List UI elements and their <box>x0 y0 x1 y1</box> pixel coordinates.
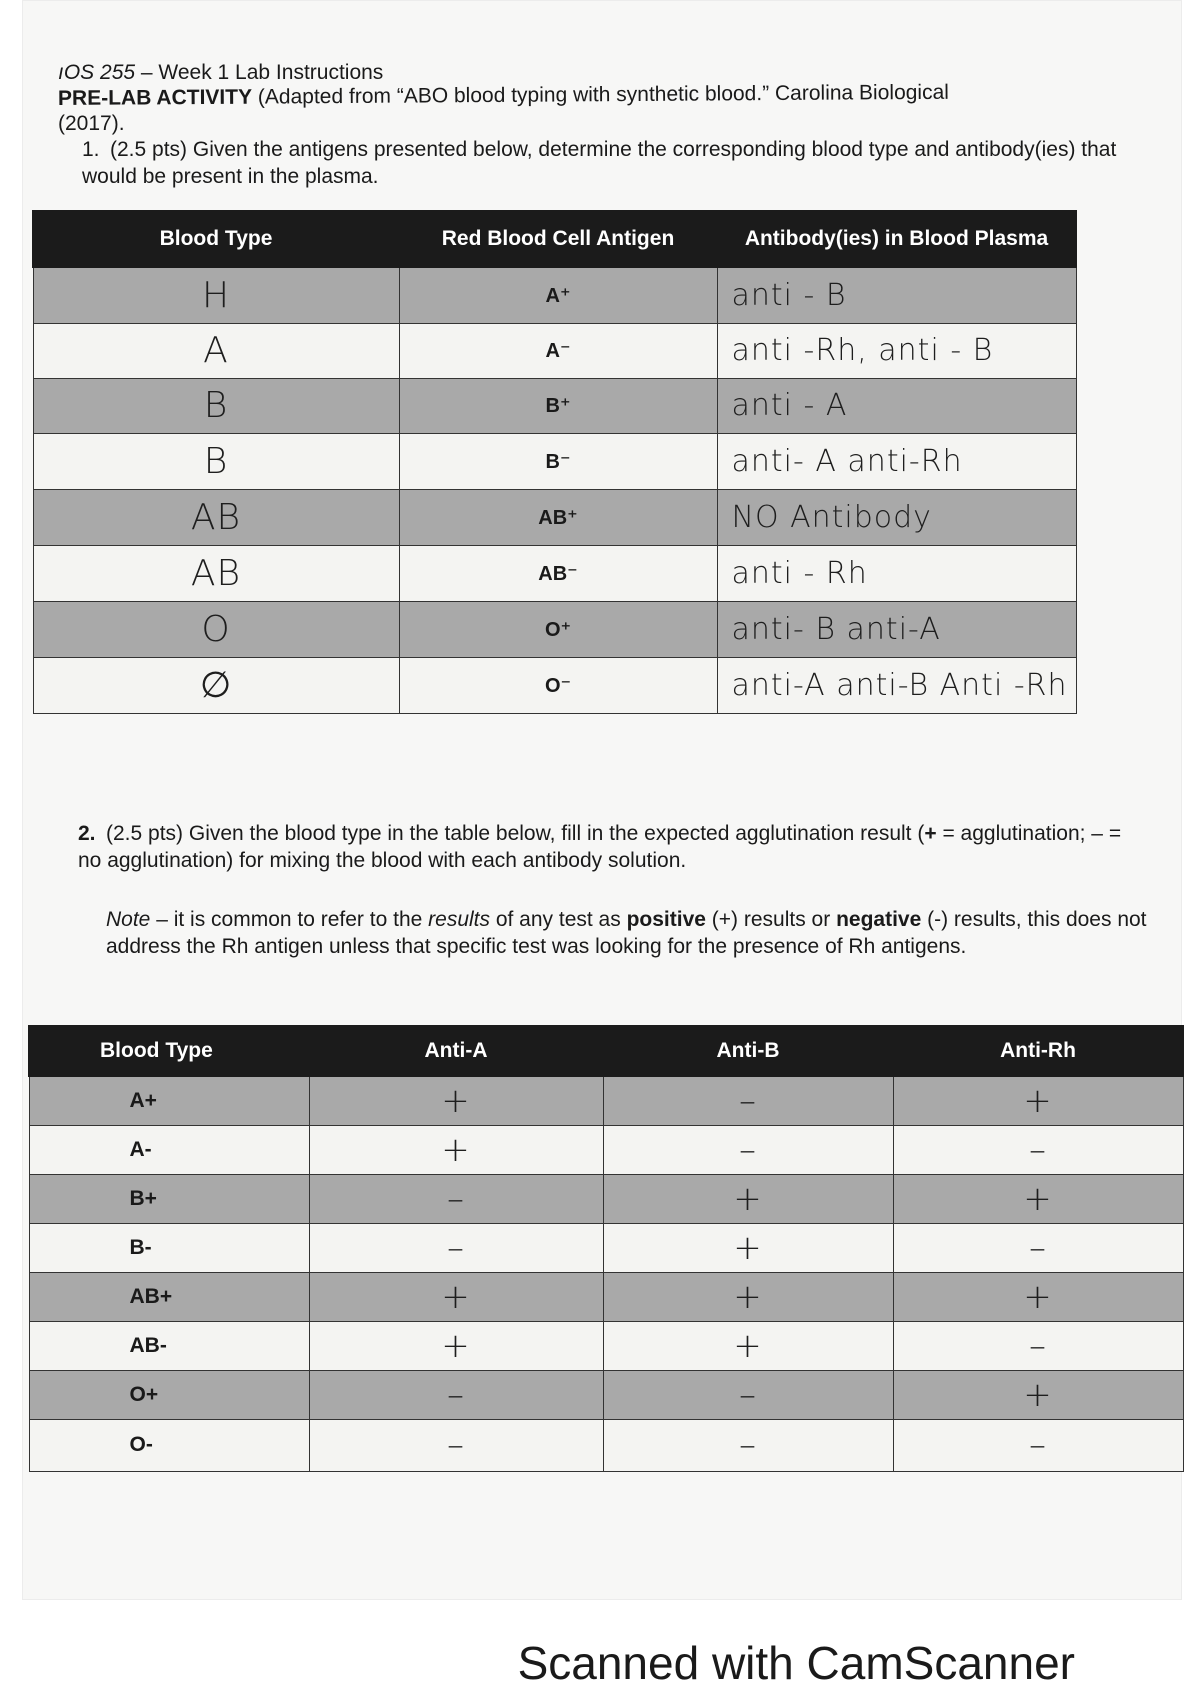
table1-row <box>33 267 1076 323</box>
anti-a-result: – <box>309 1370 603 1419</box>
handwritten-blood-type: ∅ <box>33 657 399 713</box>
handwritten-blood-type: B <box>33 433 399 489</box>
anti-b-result: – <box>603 1076 893 1125</box>
anti-b-result: + <box>603 1223 893 1272</box>
anti-a-result: + <box>309 1272 603 1321</box>
course-title: ıOS 255 – Week 1 Lab Instructions <box>58 61 384 84</box>
antigen-antibody-table <box>32 210 1077 714</box>
anti-a-result: + <box>309 1321 603 1370</box>
blood-type-label: O+ <box>29 1370 309 1419</box>
table2-row <box>29 1174 1183 1223</box>
table1-header-row <box>33 211 1076 267</box>
scanned-page <box>22 0 1182 1600</box>
anti-a-result: + <box>309 1125 603 1174</box>
handwritten-antibody: anti - Rh <box>717 545 1076 601</box>
antigen-cell: B⁺ <box>399 378 717 433</box>
table1-row <box>33 323 1076 378</box>
antigen-cell: AB⁻ <box>399 545 717 601</box>
anti-rh-result: – <box>893 1419 1183 1471</box>
anti-a-result: + <box>309 1076 603 1125</box>
handwritten-blood-type: B <box>33 378 399 433</box>
antigen-cell: AB⁺ <box>399 489 717 545</box>
table1-row <box>33 657 1076 713</box>
anti-b-result: – <box>603 1125 893 1174</box>
anti-b-result: – <box>603 1370 893 1419</box>
handwritten-antibody: anti- A anti-Rh <box>717 433 1076 489</box>
table1-header-blood-type: Blood Type <box>33 211 399 267</box>
question-2: 2. (2.5 pts) Given the blood type in the table below, fill in the expected agglutination result (+ = agglutination; – = no agglutination) for mixing the blood with each antibody solution. <box>78 822 1122 872</box>
blood-type-label: AB+ <box>29 1272 309 1321</box>
table2-row <box>29 1076 1183 1125</box>
anti-rh-result: + <box>893 1076 1183 1125</box>
handwritten-blood-type: A <box>33 323 399 378</box>
handwritten-antibody: anti-A anti-B Anti -Rh <box>717 657 1076 713</box>
blood-type-label: A- <box>29 1125 309 1174</box>
antigen-cell: O⁺ <box>399 601 717 657</box>
antigen-cell: A⁺ <box>399 267 717 323</box>
table1-header-antibody: Antibody(ies) in Blood Plasma <box>717 211 1076 267</box>
table2-header-row <box>29 1026 1183 1076</box>
anti-b-result: + <box>603 1174 893 1223</box>
note-label: Note <box>106 908 151 931</box>
anti-a-result: – <box>309 1223 603 1272</box>
table2-row <box>29 1272 1183 1321</box>
anti-rh-result: – <box>893 1321 1183 1370</box>
antigen-cell: O⁻ <box>399 657 717 713</box>
anti-rh-result: – <box>893 1125 1183 1174</box>
handwritten-antibody: NO Antibody <box>717 489 1076 545</box>
anti-b-result: + <box>603 1321 893 1370</box>
prelab-heading: PRE-LAB ACTIVITY (Adapted from “ABO blood typing with synthetic blood.” Carolina Biological <box>57 80 949 110</box>
table2-row <box>29 1419 1183 1471</box>
blood-type-label: B- <box>29 1223 309 1272</box>
table1-row <box>33 601 1076 657</box>
table2-header-blood-type: Blood Type <box>29 1026 309 1076</box>
handwritten-antibody: anti -Rh, anti - B <box>717 323 1076 378</box>
anti-b-result: – <box>603 1419 893 1471</box>
question-1: 1. (2.5 pts) Given the antigens presented below, determine the corresponding blood type and antibody(ies) that would be present in the plasma. <box>82 138 1117 188</box>
table1-row <box>33 489 1076 545</box>
antigen-cell: A⁻ <box>399 323 717 378</box>
table2-header-anti-a: Anti-A <box>309 1026 603 1076</box>
handwritten-antibody: anti - A <box>717 378 1076 433</box>
table1-header-antigen: Red Blood Cell Antigen <box>399 211 717 267</box>
anti-rh-result: – <box>893 1223 1183 1272</box>
prelab-year: (2017). <box>58 112 125 135</box>
handwritten-blood-type: AB <box>33 545 399 601</box>
agglutination-table <box>28 1025 1184 1472</box>
anti-rh-result: + <box>893 1370 1183 1419</box>
table1-row <box>33 378 1076 433</box>
anti-a-result: – <box>309 1419 603 1471</box>
antigen-cell: B⁻ <box>399 433 717 489</box>
blood-type-label: A+ <box>29 1076 309 1125</box>
camscanner-watermark: Scanned with CamScanner <box>517 1637 1075 1689</box>
question-2-note: Note – it is common to refer to the results of any test as positive (+) results or negative (-) results, this does not address the Rh antigen unless that specific test was looking for the presence of Rh antigens. <box>106 908 1147 958</box>
table2-header-anti-rh: Anti-Rh <box>893 1026 1183 1076</box>
anti-rh-result: + <box>893 1272 1183 1321</box>
blood-type-label: O- <box>29 1419 309 1471</box>
table2-row <box>29 1321 1183 1370</box>
table2-row <box>29 1223 1183 1272</box>
anti-b-result: + <box>603 1272 893 1321</box>
table1-row <box>33 545 1076 601</box>
handwritten-antibody: anti- B anti-A <box>717 601 1076 657</box>
blood-type-label: B+ <box>29 1174 309 1223</box>
blood-type-label: AB- <box>29 1321 309 1370</box>
anti-rh-result: + <box>893 1174 1183 1223</box>
anti-a-result: – <box>309 1174 603 1223</box>
handwritten-antibody: anti - B <box>717 267 1076 323</box>
prelab-label: PRE-LAB ACTIVITY <box>57 85 253 110</box>
table2-row <box>29 1125 1183 1174</box>
table1-row <box>33 433 1076 489</box>
table2-row <box>29 1370 1183 1419</box>
table2-header-anti-b: Anti-B <box>603 1026 893 1076</box>
document-header <box>58 60 1138 136</box>
handwritten-blood-type: O <box>33 601 399 657</box>
handwritten-blood-type: H <box>33 267 399 323</box>
handwritten-blood-type: AB <box>33 489 399 545</box>
